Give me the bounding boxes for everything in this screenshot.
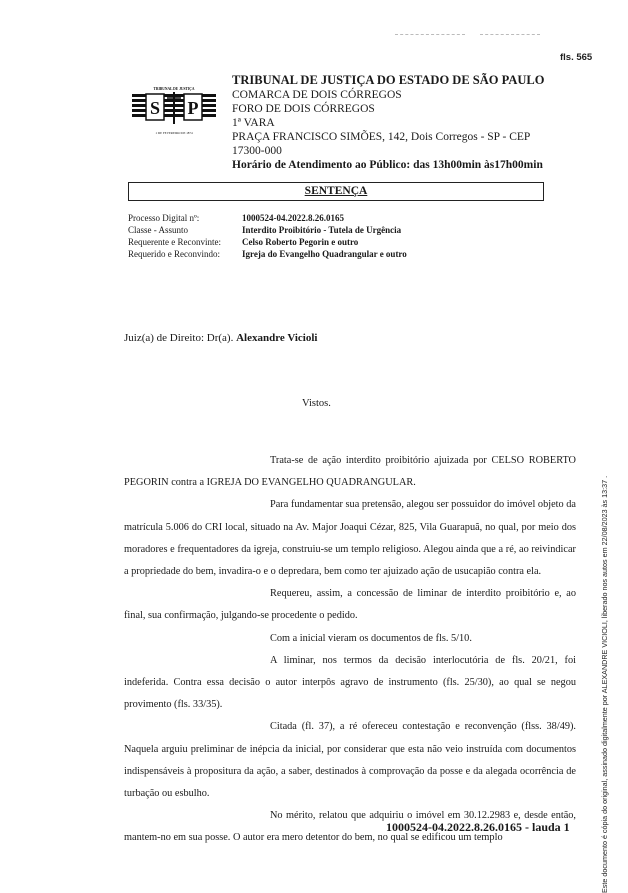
office-hours: Horário de Atendimento ao Público: das 13h00min às17h00min [232, 159, 543, 171]
judge-prefix: Juiz(a) de Direito: Dr(a). [124, 332, 237, 344]
court-seal-logo [124, 86, 224, 136]
page-number: fls. 565 [560, 52, 593, 63]
case-label-process: Processo Digital nº: [128, 213, 200, 223]
address-line2: 17300-000 [232, 145, 282, 157]
comarca: COMARCA DE DOIS CÓRREGOS [232, 89, 402, 101]
document-type: SENTENÇA [304, 185, 368, 197]
scan-artifact [480, 34, 540, 36]
case-label-plaintiff: Requerente e Reconvinte: [128, 237, 221, 247]
case-label-class: Classe - Assunto [128, 225, 189, 235]
footer-page-ref: 1000524-04.2022.8.26.0165 - lauda 1 [386, 820, 570, 834]
case-value-plaintiff: Celso Roberto Pegorin e outro [242, 237, 359, 247]
case-value-class: Interdito Proibitório - Tutela de Urgência [242, 225, 402, 235]
sentence-body [124, 450, 576, 850]
vara: 1ª VARA [232, 117, 275, 129]
logo-top-text: TRIBUNAL DE JUSTIÇA [153, 87, 195, 91]
paragraph: Para fundamentar sua pretensão, alegou ser possuidor do imóvel objeto da matrícula 5.006 do CRI local, situado na Av. Major Joaqui Cézar, 825, Vila Guarapuã, no qual, por meio dos moradores e frequentadores da igreja, construiu-se um templo religioso. Alegou ainda que a ré, ao reivindicar a propriedade do bem, invadira-o e o depredara, bem como ter ajuizado ação de usucapião contra ela. [124, 499, 576, 578]
case-value-process: 1000524-04.2022.8.26.0165 [242, 213, 344, 223]
paragraph: A liminar, nos termos da decisão interlocutória de fls. 20/21, foi indeferida. Contra essa decisão o autor interpôs agravo de instrumento (fls. 25/30), ao qual se negou provimento (fls. 33/35). [124, 654, 576, 711]
paragraph: Requereu, assim, a concessão de liminar de interdito proibitório e, ao final, sua confirmação, julgando-se procedente o pedido. [124, 588, 576, 622]
paragraph: Trata-se de ação interdito proibitório ajuizada por CELSO ROBERTO PEGORIN contra a IGREJA DO EVANGELHO QUADRANGULAR. [124, 455, 576, 489]
svg-text:P: P [187, 98, 199, 118]
case-label-defendant: Requerido e Reconvindo: [128, 249, 220, 259]
foro: FORO DE DOIS CÓRREGOS [232, 103, 375, 115]
paragraph: Citada (fl. 37), a ré ofereceu contestação e reconvenção (flss. 38/49). Naquela arguiu preliminar de inépcia da inicial, por considerar que esta não veio instruída com documentos indispensáveis à propositura da ação, a saber, destinados à comprovação da posse e da alegada ocorrência de turbação ou esbulho. [124, 721, 576, 800]
paragraph: No mérito, relatou que adquiriu o imóvel em 30.12.2983 e, desde então, mantem-no em sua posse. O autor era mero detentor do bem, no qual se edificou um templo [124, 810, 576, 844]
logo-bottom-text: 1 DE FEVEREIRO DE 1874 [155, 131, 193, 135]
case-value-defendant: Igreja do Evangelho Quadrangular e outro [242, 249, 407, 259]
digital-signature-note: Este documento é cópia do original, assinado digitalmente por ALEXANDRE VICIOLI, liberado nos autos em 22/08/2023 às 13:37 . [600, 475, 609, 893]
svg-text:S: S [149, 98, 161, 118]
judge-name: Alexandre Vicioli [236, 332, 318, 344]
judge-line [124, 332, 317, 344]
paragraph: Com a inicial vieram os documentos de fls. 5/10. [270, 632, 472, 644]
court-title: TRIBUNAL DE JUSTIÇA DO ESTADO DE SÃO PAULO [232, 73, 545, 87]
document-type-box [128, 182, 544, 201]
scan-artifact [395, 34, 465, 36]
address-line1: PRAÇA FRANCISCO SIMÕES, 142, Dois Corregos - SP - CEP [232, 131, 531, 143]
vistos: Vistos. [302, 398, 331, 409]
